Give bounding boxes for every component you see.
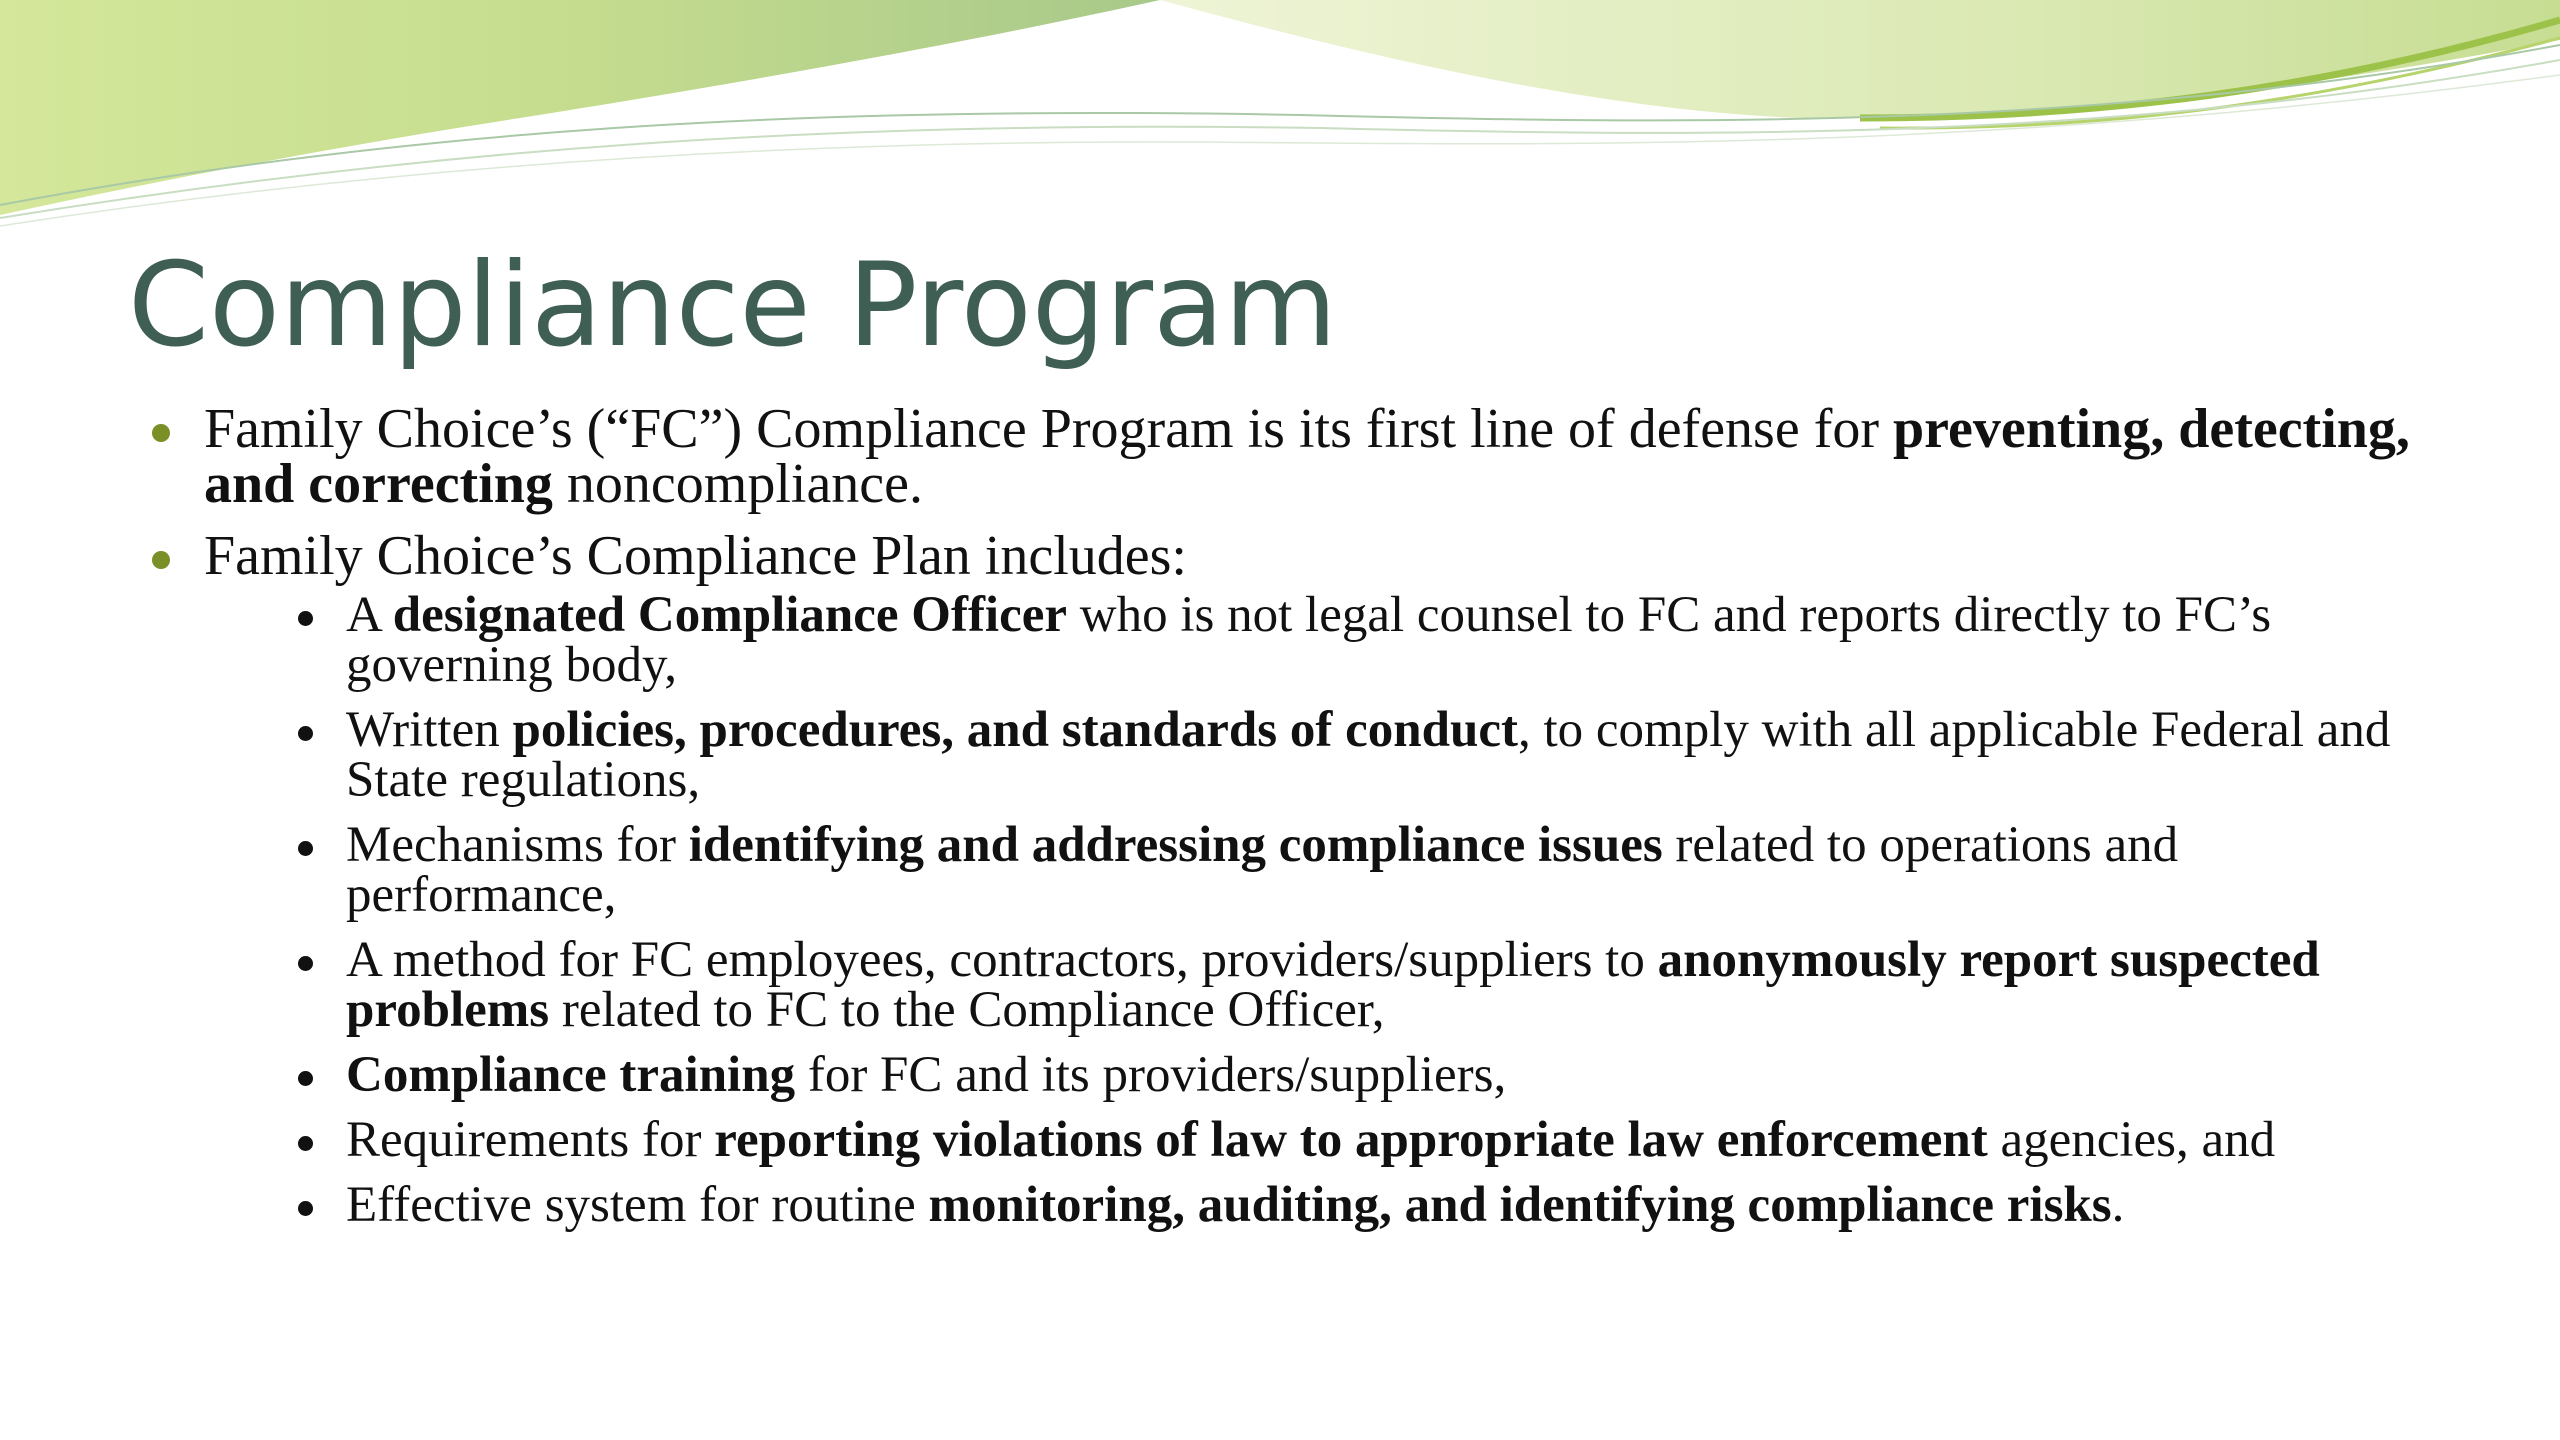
sub-bullet-text: Effective system for routine <box>346 1177 929 1233</box>
bullet-item-compliance-program <box>140 398 2440 515</box>
sub-bullet-text: related to operations and performance, <box>346 817 2179 923</box>
sub-bullet-text: Requirements for <box>346 1112 715 1168</box>
sub-bullet-bold-text: policies, procedures, and standards of conduct <box>512 702 1518 758</box>
sub-bullet-dot-icon <box>298 1136 313 1151</box>
sub-bullet-bold-text: designated Compliance Officer <box>392 587 1068 643</box>
sub-bullet-bold-text: reporting violations of law to appropriate law enforcement <box>714 1112 1988 1168</box>
header-swoosh-decoration <box>0 0 2560 240</box>
bullet-text: noncompliance. <box>552 453 924 515</box>
bullet-text: Family Choice’s (“FC”) Compliance Program is its first line of defense for <box>204 398 1893 460</box>
sub-bullet-text: . <box>2111 1177 2125 1233</box>
bullet-text: Family Choice’s Compliance Plan includes: <box>204 525 1187 587</box>
sub-bullet-dot-icon <box>298 1071 313 1086</box>
sub-bullet-monitoring-system <box>204 1177 2440 1233</box>
sub-bullet-text: A method for FC employees, contractors, providers/suppliers to <box>346 932 1658 988</box>
sub-bullet-dot-icon <box>298 726 313 741</box>
sub-bullet-list <box>204 587 2440 1233</box>
sub-bullet-text: agencies, and <box>1987 1112 2276 1168</box>
bullet-item-compliance-plan <box>140 525 2440 1233</box>
sub-bullet-bold-text: identifying and addressing compliance issues <box>688 817 1663 873</box>
sub-bullet-text: for FC and its providers/suppliers, <box>795 1047 1507 1103</box>
sub-bullet-dot-icon <box>298 841 313 856</box>
sub-bullet-anonymous-report <box>204 932 2440 1038</box>
bullet-dot-icon <box>152 424 170 442</box>
sub-bullet-text: , to comply with all applicable Federal and State regulations, <box>346 702 2391 808</box>
sub-bullet-text: related to FC to the Compliance Officer, <box>549 982 1385 1038</box>
sub-bullet-dot-icon <box>298 1201 313 1216</box>
slide-title: Compliance Program <box>128 238 1338 373</box>
bullet-bold-text: preventing, detecting, and correcting <box>204 398 2410 515</box>
sub-bullet-text: A <box>346 587 393 643</box>
sub-bullet-text: Mechanisms for <box>346 817 689 873</box>
sub-bullet-written-policies <box>204 702 2440 808</box>
sub-bullet-bold-text: monitoring, auditing, and identifying compliance risks <box>928 1177 2112 1233</box>
sub-bullet-bold-text: Compliance training <box>346 1047 796 1103</box>
sub-bullet-reporting-violations <box>204 1112 2440 1168</box>
sub-bullet-text: Written <box>346 702 513 758</box>
sub-bullet-compliance-officer <box>204 587 2440 693</box>
sub-bullet-bold-text: anonymously report suspected problems <box>346 932 2320 1038</box>
sub-bullet-mechanisms <box>204 817 2440 923</box>
sub-bullet-compliance-training <box>204 1047 2440 1103</box>
bullet-list <box>140 398 2440 1233</box>
bullet-dot-icon <box>152 551 170 569</box>
sub-bullet-dot-icon <box>298 956 313 971</box>
slide-content <box>140 398 2440 1247</box>
sub-bullet-text: who is not legal counsel to FC and reports directly to FC’s governing body, <box>346 587 2272 693</box>
sub-bullet-dot-icon <box>298 611 313 626</box>
